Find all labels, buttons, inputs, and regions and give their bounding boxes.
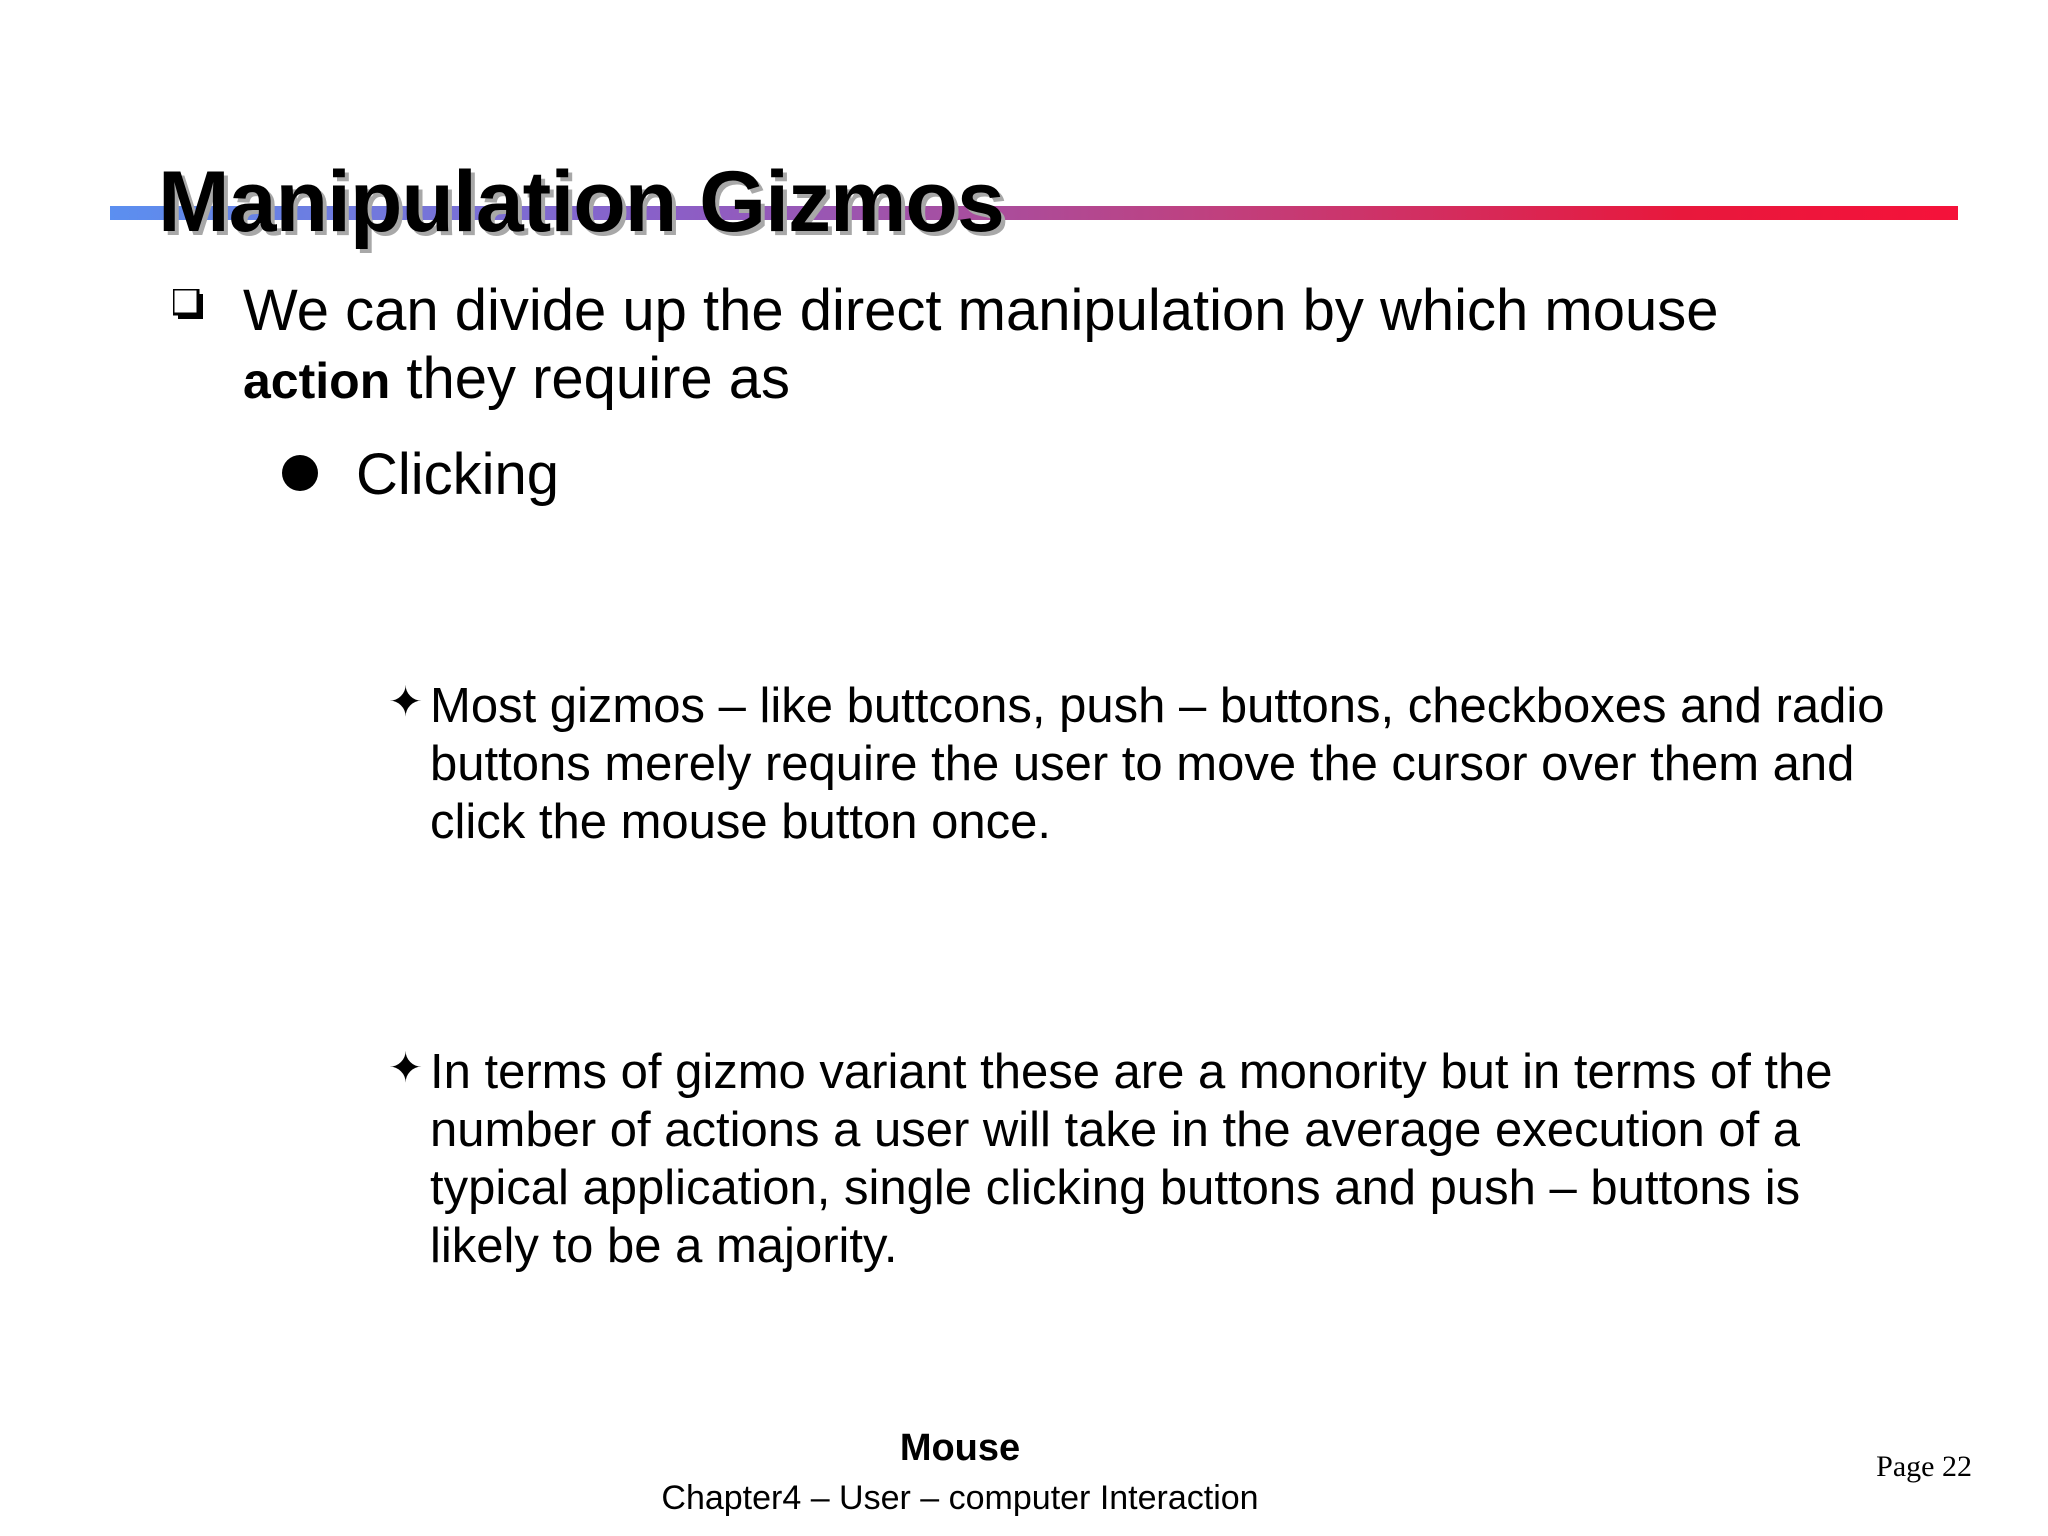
bullet-level-2-text: Clicking: [356, 442, 560, 507]
footer-title: Mouse: [899, 1427, 1021, 1469]
sub-bullet-text: In terms of gizmo variant these are a monority but in terms of the number of actions a user will take in the average execution of a typical application, single clicking buttons and push – buttons is likely to be a majority.: [430, 1045, 1833, 1273]
slide-title: Manipulation Gizmos: [158, 154, 1004, 250]
checkbox-square-icon: [173, 289, 203, 319]
four-point-star-icon: ✦: [388, 677, 424, 726]
footer-subtitle: Chapter4 – User – computer Interaction: [661, 1479, 1259, 1517]
bullet-level-1-text: [243, 277, 1863, 415]
filled-circle-bullet-icon: [282, 455, 318, 491]
bullet-level-1-bold-word: action: [243, 353, 391, 409]
page-number: Page 22: [1876, 1450, 1972, 1483]
four-point-star-icon: ✦: [388, 1043, 424, 1092]
bullet-level-1-text-start: We can divide up the direct manipulation by which mouse: [243, 278, 1719, 343]
sub-bullet-text: Most gizmos – like buttcons, push – buttons, checkboxes and radio buttons merely require the user to move the cursor over them and click the mouse button once.: [430, 679, 1885, 849]
bullet-level-1-text-end: they require as: [390, 346, 791, 411]
